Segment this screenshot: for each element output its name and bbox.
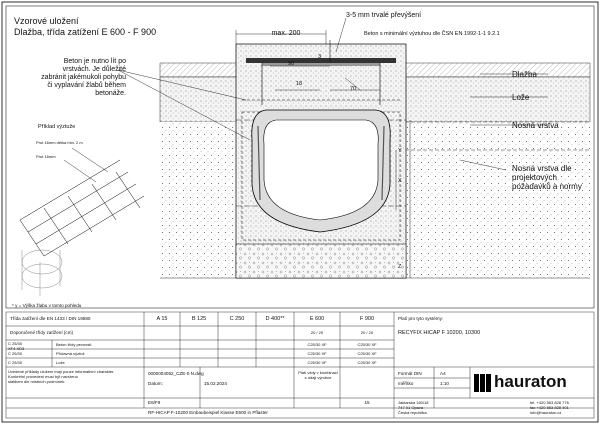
product-label: Platí pro tyto systémy: [398, 316, 444, 321]
layer-label-bedding: Lože [512, 93, 530, 102]
rebar-label-1: Prut 16mm délka min. 2 m [36, 140, 83, 145]
dim-f900: 20 / 20 [360, 330, 374, 335]
company-contact: tel. +420 553 828 776 fax +420 553 828 401 info@hauraton.cz [530, 400, 569, 415]
title-block-grid [6, 312, 594, 418]
file-name: E6/F9 [148, 400, 161, 405]
drawing-number: 0000004052_CZE-0 N.dwg [148, 371, 204, 376]
row-label-3: C 25/30 [8, 360, 23, 365]
dim-max-200: max. 200 [271, 30, 301, 37]
rebar-label-2: Prut 16mm [36, 154, 56, 159]
dim-18: 18 [296, 81, 303, 87]
concrete-spec-label: Beton s minimální výztuhou dle ČSN EN 1992-1-1 9.2.1 [364, 31, 500, 37]
sheet-number: 15 [364, 400, 370, 405]
expansion-gap-label: 3-5 mm trvalé převýšení [346, 12, 422, 19]
scale-value: 1:10 [440, 381, 449, 386]
format-label: Formát DIN [398, 371, 422, 376]
dim-90: 90 [288, 61, 295, 67]
load-class-e600: E 600 [309, 316, 325, 322]
scale-label: měřítko [398, 381, 414, 386]
header-line-2: Dlažba, třída zatížení E 600 - F 900 [14, 27, 157, 37]
product-name: RECYFIX HICAP F 10200, 10300 [398, 330, 481, 336]
row-label-1: C 25/30 XF4 XD3 [8, 341, 25, 351]
subject-note: Platí vždy v kombinaci s údaji výrobce [298, 370, 338, 380]
row-desc-3: Lože [56, 360, 65, 365]
company-address: Jaktarská 160/18 747 01 Opava Česká republika [398, 400, 429, 415]
row1-e600: C25/30 XF [307, 342, 327, 347]
tb-note-norm: Třída zatížení dle EN 1433 / DIN 19580 [10, 316, 91, 321]
format-value: A4 [440, 371, 446, 376]
header-line-1: Vzorové uložení [14, 16, 79, 26]
row-desc-1: Beton třídy pevnosti [56, 342, 92, 347]
dim-y: Y [398, 148, 402, 154]
disclaimer: Uvedené příklady uložení mají pouze informativní charakter. Konkrétní provedení musí být navrženo statikem dle místních podmínek. [8, 369, 115, 384]
load-class-f900: F 900 [359, 316, 375, 322]
row3-e600: C25/30 XF [307, 360, 327, 365]
drawing-title: RF-HICAP F-10200 Einbaubeispiel Klasse E600 in Pflaster [148, 410, 268, 415]
row2-e600: C25/30 XF [307, 351, 327, 356]
load-class-c250: C 250 [229, 316, 245, 322]
layer-label-paving: Dlažba [512, 70, 537, 79]
row3-f900: C25/30 XF [357, 360, 377, 365]
layer-label-base-project: Nosná vrstva dle projektových požadavků a normy [512, 164, 582, 191]
hauraton-logo-mark [474, 374, 491, 392]
date-label: Datum: [148, 381, 163, 386]
load-class-a15: A 15 [156, 316, 168, 322]
row2-f900: C25/30 XF [357, 351, 377, 356]
hauraton-logo-text: hauraton [494, 372, 567, 391]
dim-3: 3 [318, 54, 322, 60]
rebar-cage-sketch [20, 160, 144, 296]
footnote-y: * y = Výška žlabu v tomto pohledu [12, 303, 82, 308]
dim-z: Z [398, 264, 402, 270]
concrete-note: Beton je nutno lít po vrstvách. Je důležité zabránit jakémukoli pohybu či vyplavání žlabů během betonáže. [41, 58, 126, 97]
date-value: 15.02.2024 [204, 381, 227, 386]
channel-inner [264, 120, 379, 220]
row-label-2: C 25/30 [8, 351, 23, 356]
load-class-b125: B 125 [191, 316, 207, 322]
dim-70: 70 [350, 86, 357, 92]
dim-x: X [398, 178, 402, 184]
load-class-d400: D 400** [265, 316, 285, 322]
dim-e600: 20 / 20 [310, 330, 324, 335]
row-desc-2: Přídavná výztuž [56, 351, 85, 356]
rebar-example-label: Příklad výztuže [38, 124, 76, 130]
row1-f900: C25/30 XF [357, 342, 377, 347]
layer-label-base: Nosná vrstva [512, 121, 559, 130]
tb-class-label: Doporučené třídy zatížení (cm) [10, 330, 74, 335]
